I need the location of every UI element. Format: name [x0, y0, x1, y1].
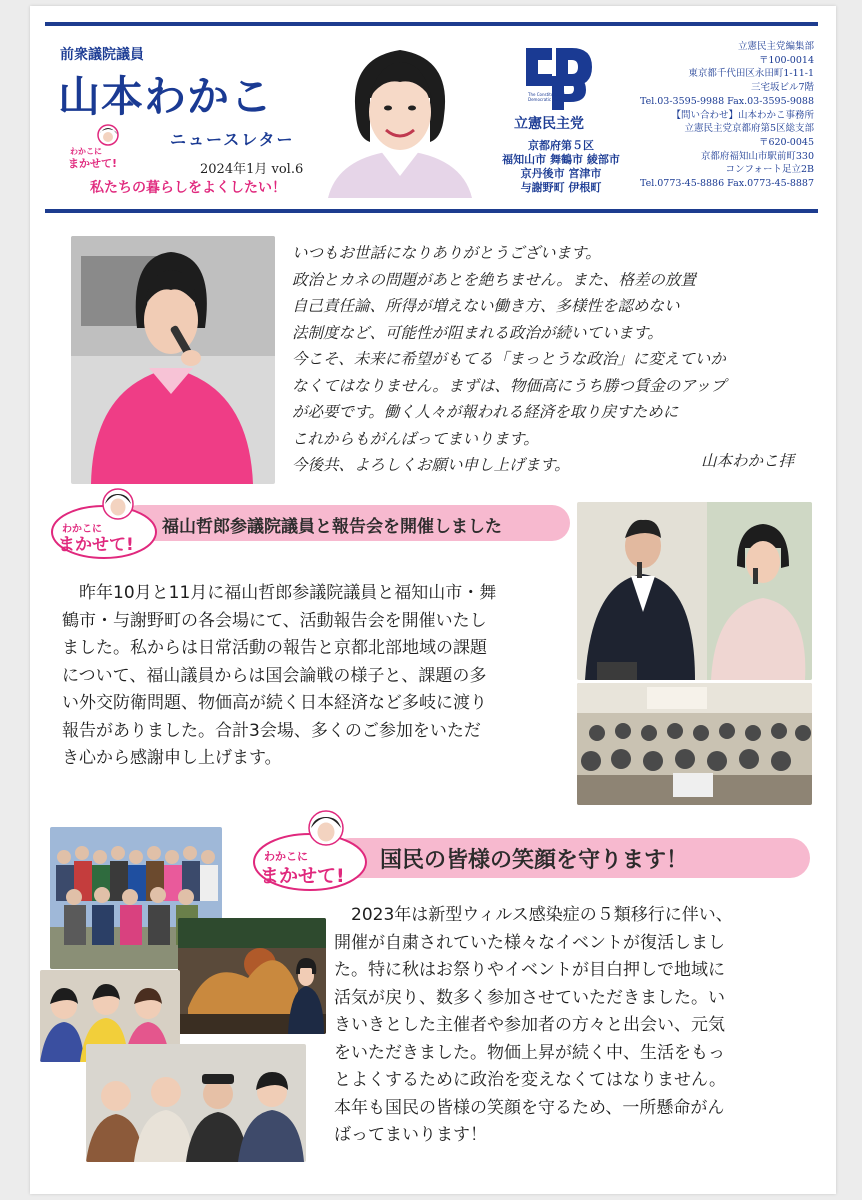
letter-line: なくてはなりません。まずは、物価高にうち勝つ賃金のアップ: [292, 376, 726, 395]
contact-line: 立憲民主党京都府第5区総支部: [684, 123, 814, 135]
section2-line: 本年も国民の皆様の笑顔を守るため、一所懸命がん: [334, 1097, 725, 1118]
badge1-line2: まかせて!: [58, 535, 134, 555]
contact-line: 立憲民主党編集部: [737, 41, 814, 52]
section1-body: [62, 580, 496, 773]
section2-body: [334, 902, 733, 1150]
wakako-badge-section1: [48, 486, 160, 562]
wakako-badge-section2: [250, 808, 372, 894]
handwritten-letter: [292, 240, 812, 479]
contact-line: 〒620-0045: [758, 136, 814, 148]
issue-label: 2024年1月 vol.6: [200, 162, 304, 177]
section1-line: 鶴市・与謝野町の各会場にて、活動報告会を開催いたし: [62, 610, 487, 631]
letter-line: いつもお世話になりありがとうございます。: [292, 244, 601, 262]
section2-line: 2023年は新型ウィルス感染症の５類移行に伴い、: [334, 905, 733, 925]
cdp-logo: [522, 40, 598, 110]
newsletter-label: ニュースレター: [170, 130, 295, 149]
contact-line: Tel.03-3595-9988 Fax.03-3595-9088: [639, 95, 814, 107]
district-line: 福知山市 舞鶴市 綾部市: [502, 153, 620, 166]
svg-text:The Constitutional: The Constitutional: [528, 92, 565, 97]
badge-small-line2: まかせて!: [68, 157, 118, 170]
section2-line: 開催が自粛されていた様々なイベントが復活しまし: [334, 932, 725, 953]
badge2-line1: わかこに: [264, 850, 308, 863]
audience-photo: [577, 683, 812, 805]
district-line: 京丹後市 宮津市: [520, 167, 602, 180]
speakers-photo: [577, 502, 812, 680]
letter-line: が必要です。働く人々が報われる経済を取り戻すために: [292, 403, 679, 421]
section2-line: きいきとした主催者や参加者の方々と出会い、元気: [334, 1015, 725, 1035]
section1-line: き心から感謝申し上げます。: [62, 748, 282, 768]
speech-photo: [71, 236, 275, 484]
letter-line: 自己責任論、所得が増えない働き方、多様性を認めない: [292, 297, 680, 315]
event-crowd-photo: [86, 1044, 306, 1162]
candidate-name: 山本わかこ: [58, 72, 274, 121]
section1-title: 福山哲郎参議院議員と報告会を開催しました: [162, 517, 502, 537]
wakako-badge-small: [64, 124, 138, 170]
section2-line: ばってまいります！: [334, 1125, 487, 1145]
section1-line: 昨年10月と11月に福山哲郎参議院議員と福知山市・舞: [62, 583, 497, 603]
section1-line: い外交防衛問題、物価高が続く日本経済など多岐に渡り: [62, 693, 487, 713]
contact-block: [614, 40, 814, 191]
section2-line: た。特に秋はお祭りやイベントが目白押しで地域に: [334, 960, 725, 980]
header-subtitle: 前衆議院議員: [60, 47, 144, 63]
section2-title: 国民の皆様の笑顔を守ります！: [380, 848, 689, 873]
section2-line: とよくするために政治を変えなくてはなりません。: [334, 1070, 727, 1090]
festival-float-photo: [178, 918, 326, 1034]
letter-signature: 山本わかこ拝: [700, 452, 794, 470]
contact-line: 〒100-0014: [758, 54, 814, 66]
party-name: 立憲民主党: [514, 116, 584, 132]
svg-text:Democratic Party: Democratic Party: [528, 97, 563, 102]
contact-line: コンフォート足立2B: [725, 164, 814, 176]
header-bottom-rule: [45, 209, 818, 213]
section1-line: ました。私からは日常活動の報告と京都北部地域の課題: [62, 638, 487, 658]
district-info: [493, 139, 629, 195]
candidate-portrait: [318, 38, 482, 198]
letter-line: これからもがんばってまいります。: [292, 429, 539, 448]
badge1-line1: わかこに: [62, 524, 102, 535]
contact-line: Tel.0773-45-8886 Fax.0773-45-8887: [639, 178, 814, 190]
contact-line: 東京都千代田区永田町1-11-1: [688, 68, 814, 80]
header-top-rule: [45, 22, 818, 26]
contact-line: 京都府福知山市駅前町330: [700, 150, 814, 162]
letter-line: 今後共、よろしくお願い申し上げます。: [292, 456, 570, 474]
section2-line: 活気が戻り、数多く参加させていただきました。い: [334, 987, 725, 1008]
district-line: 京都府第５区: [528, 139, 594, 152]
district-line: 与謝野町 伊根町: [520, 181, 602, 194]
slogan: 私たちの暮らしをよくしたい！: [90, 180, 286, 196]
letter-line: 今こそ、未来に希望がもてる「まっとうな政治」に変えていか: [292, 350, 726, 368]
letter-line: 政治とカネの問題があとを絶ちません。また、格差の放置: [292, 270, 696, 289]
letter-line: 法制度など、可能性が阻まれる政治が続いています。: [292, 323, 663, 342]
section1-line: 報告がありました。合計3会場、多くのご参加をいただ: [62, 720, 481, 741]
badge-small-line1: わかこに: [70, 147, 102, 156]
contact-line: 【問い合わせ】山本わかこ事務所: [671, 109, 814, 121]
badge2-line2: まかせて!: [260, 865, 345, 887]
section2-line: をいただきました。物価上昇が続く中、生活をもっ: [334, 1042, 725, 1063]
section1-line: について、福山議員からは国会論戦の様子と、課題の多: [62, 665, 487, 686]
contact-line: 三宅坂ビル7階: [750, 82, 814, 94]
